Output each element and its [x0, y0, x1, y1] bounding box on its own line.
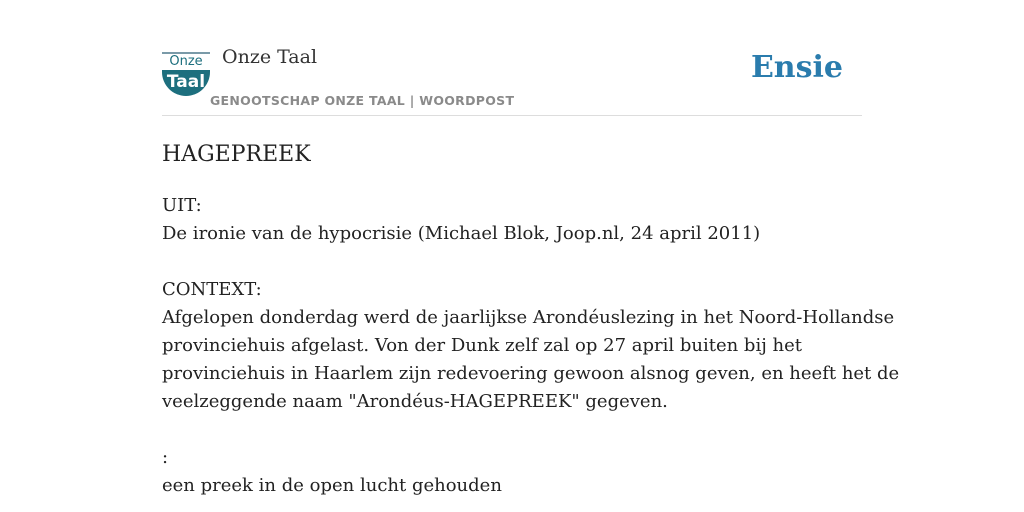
definition-text: een preek in de open lucht gehouden [162, 475, 502, 496]
header-divider [162, 115, 862, 116]
definition-label: : [162, 447, 169, 468]
entry-content [162, 140, 900, 500]
context-line: provinciehuis in Haarlem zijn redevoering gewoon alsnog geven, en heeft het de [162, 363, 900, 384]
source-text: De ironie van de hypocrisie (Michael Blok, Joop.nl, 24 april 2011) [162, 223, 761, 244]
site-name[interactable]: Onze Taal [222, 46, 318, 68]
spacer [162, 248, 862, 276]
onze-taal-logo[interactable] [162, 52, 210, 96]
context-line: veelzeggende naam "Arondéus-HAGEPREEK" gegeven. [162, 391, 668, 412]
entry-title: HAGEPREEK [162, 142, 311, 167]
context-line: provinciehuis afgelast. Von der Dunk zelf zal op 27 april buiten bij het [162, 335, 802, 356]
ensie-brand-logo[interactable]: Ensie [750, 50, 843, 85]
context-label: CONTEXT: [162, 279, 262, 300]
logo-badge: Taal [162, 70, 210, 96]
context-line: Afgelopen donderdag werd de jaarlijkse Arondéuslezing in het Noord-Hollandse [162, 307, 895, 328]
logo-top-text: Onze [169, 54, 203, 69]
spacer [162, 416, 862, 444]
source-label: UIT: [162, 195, 202, 216]
site-subtitle: GENOOTSCHAP ONZE TAAL | WOORDPOST [210, 93, 515, 108]
